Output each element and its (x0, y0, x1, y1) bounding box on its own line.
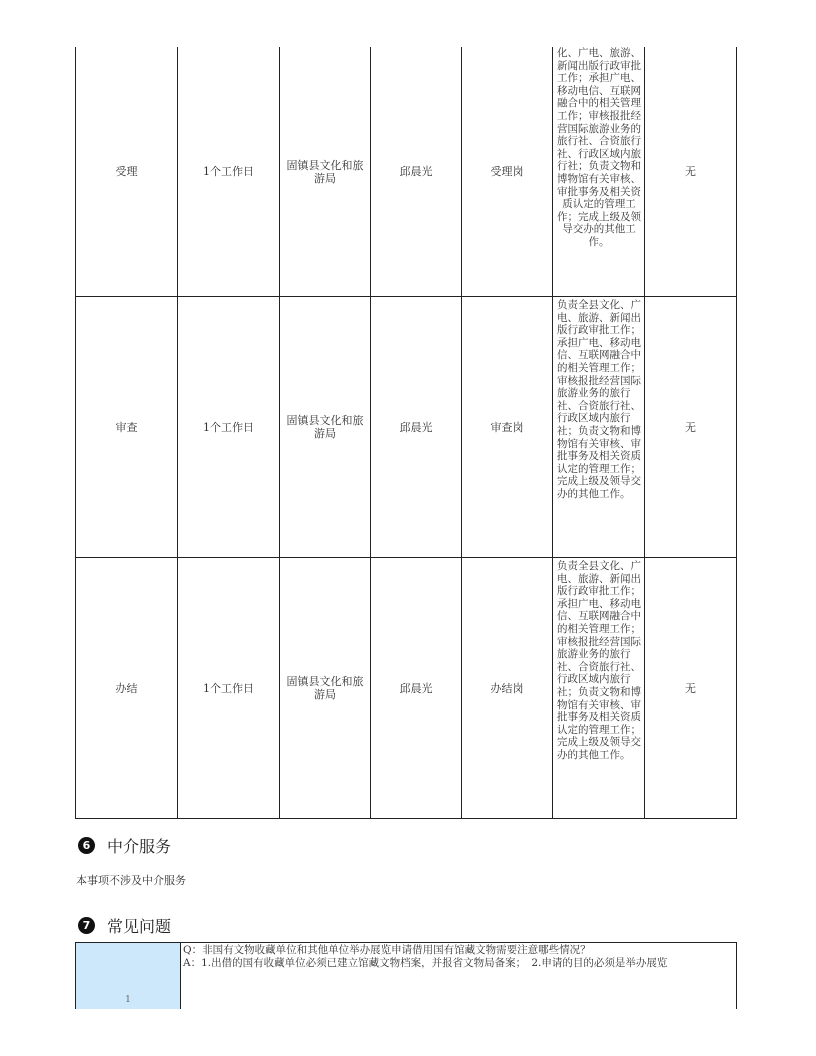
table-row (76, 47, 737, 297)
faq-index-cell (76, 943, 181, 1009)
section-title: 常见问题 (107, 917, 172, 936)
handler-cell: 邱晨光 (371, 297, 462, 558)
section-number-badge: 7 (78, 917, 95, 934)
post-cell: 办结岗 (462, 558, 553, 819)
section-heading-faq (78, 914, 171, 937)
time-limit-cell: 1个工作日 (178, 47, 280, 297)
section-heading-intermediary (78, 834, 171, 857)
time-limit-cell: 1个工作日 (178, 558, 280, 819)
duty-cell: 化、广电、旅游、新闻出版行政审批工作；承担广电、移动电信、互联网融合中的相关管理工作；审核报批经营国际旅游业务的旅行社、合资旅行社、行政区域内旅行社；负责文物和博物馆有关审核、审批事务及相关资质认定的管理工作；完成上级及领导交办的其他工作。 (553, 47, 645, 297)
step-name-cell: 办结 (76, 558, 178, 819)
table-row (76, 297, 737, 558)
section-number-badge: 6 (78, 837, 95, 854)
section-title: 中介服务 (107, 837, 172, 856)
faq-index: 1 (125, 995, 131, 1005)
handler-cell: 邱晨光 (371, 558, 462, 819)
department-cell: 固镇县文化和旅游局 (280, 297, 371, 558)
step-name-cell: 审查 (76, 297, 178, 558)
other-cell: 无 (645, 297, 737, 558)
faq-content-cell (181, 943, 736, 1009)
section-note: 本事项不涉及中介服务 (76, 874, 186, 887)
post-cell: 审查岗 (462, 297, 553, 558)
faq-answer: A：1.出借的国有收藏单位必须已建立馆藏文物档案，并报省文物局备案； 2.申请的目的必须是举办展览 (183, 957, 668, 969)
process-steps-table (75, 47, 737, 819)
faq-table (75, 942, 737, 1009)
duty-cell: 负责全县文化、广电、旅游、新闻出版行政审批工作；承担广电、移动电信、互联网融合中的相关管理工作；审核报批经营国际旅游业务的旅行社、合资旅行社、行政区域内旅行社；负责文物和博物馆有关审核、审批事务及相关资质认定的管理工作；完成上级及领导交办的其他工作。 (553, 558, 645, 819)
table-row (76, 558, 737, 819)
department-cell: 固镇县文化和旅游局 (280, 47, 371, 297)
handler-cell: 邱晨光 (371, 47, 462, 297)
other-cell: 无 (645, 47, 737, 297)
step-name-cell: 受理 (76, 47, 178, 297)
department-cell: 固镇县文化和旅游局 (280, 558, 371, 819)
post-cell: 受理岗 (462, 47, 553, 297)
duty-cell: 负责全县文化、广电、旅游、新闻出版行政审批工作；承担广电、移动电信、互联网融合中的相关管理工作；审核报批经营国际旅游业务的旅行社、合资旅行社、行政区域内旅行社；负责文物和博物馆有关审核、审批事务及相关资质认定的管理工作；完成上级及领导交办的其他工作。 (553, 297, 645, 558)
faq-question: Q：非国有文物收藏单位和其他单位举办展览申请借用国有馆藏文物需要注意哪些情况？ (183, 944, 591, 956)
other-cell: 无 (645, 558, 737, 819)
time-limit-cell: 1个工作日 (178, 297, 280, 558)
